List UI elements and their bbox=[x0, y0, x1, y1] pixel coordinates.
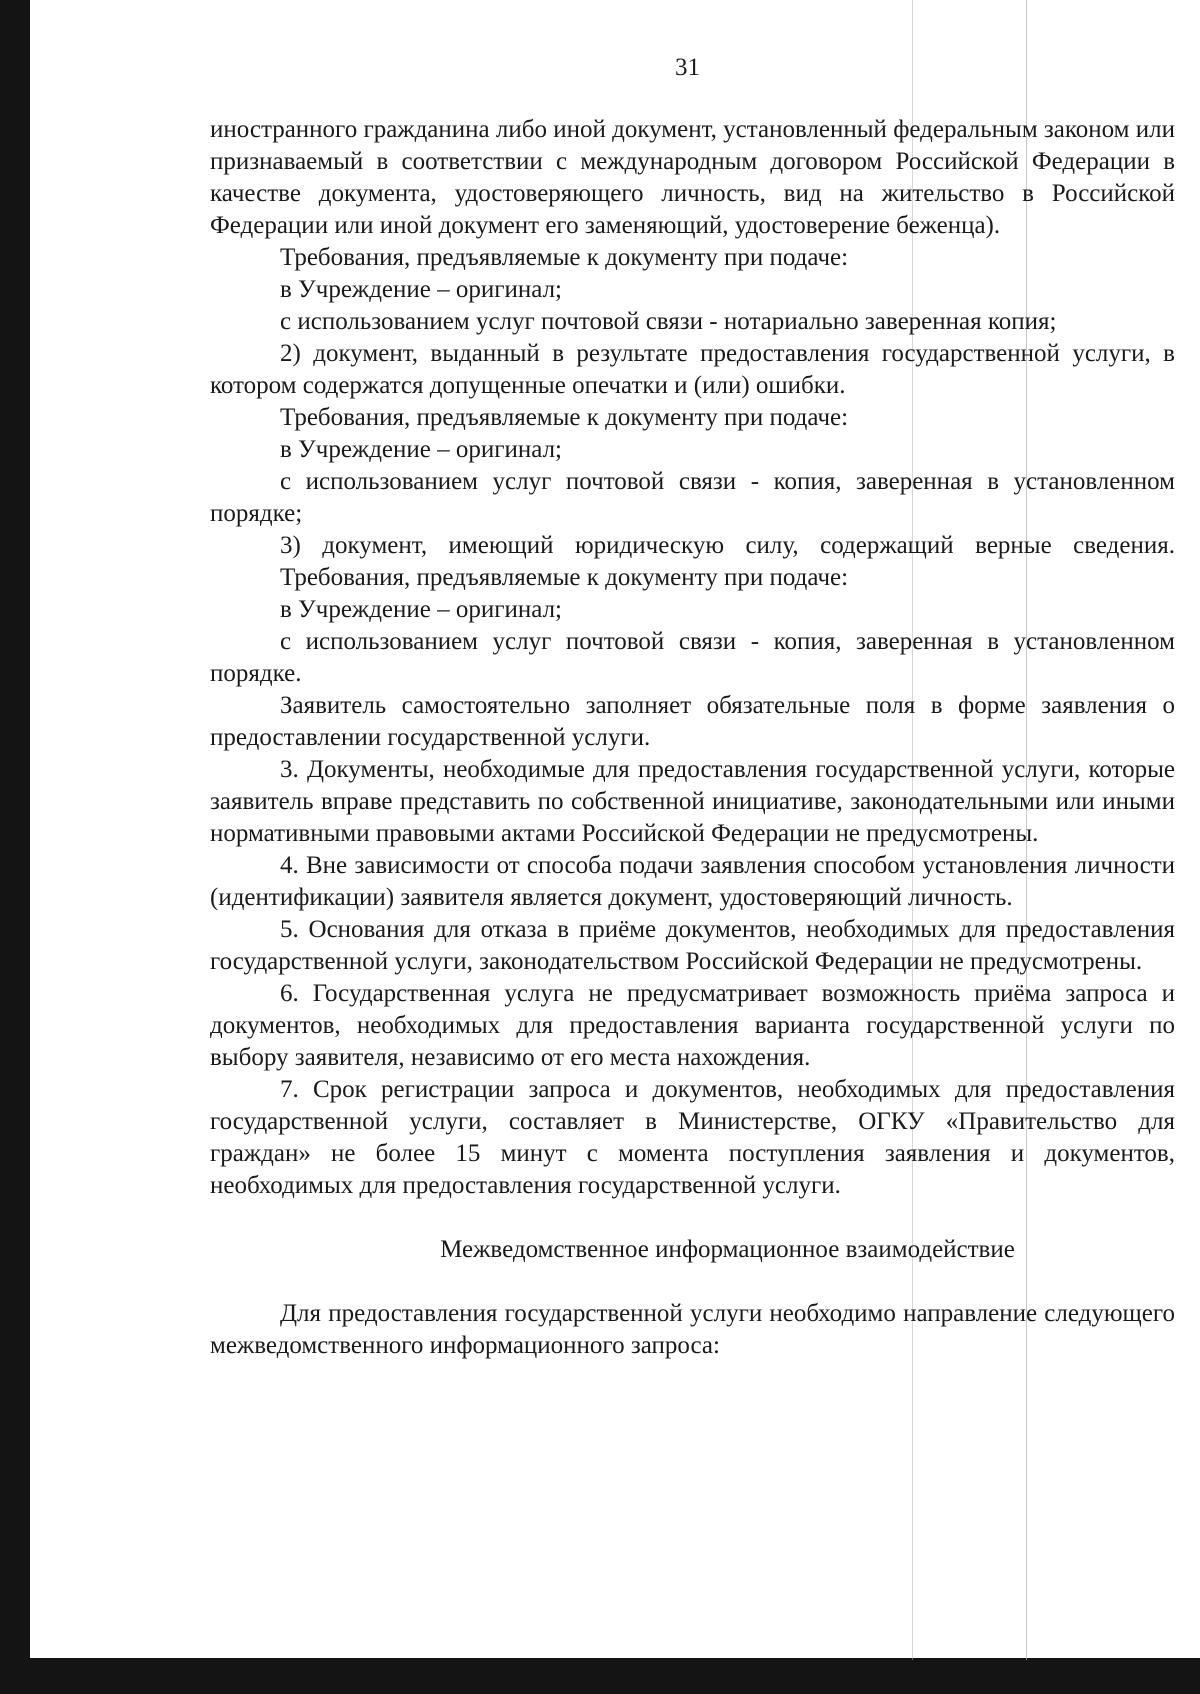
page-number: 31 bbox=[675, 54, 700, 81]
paragraph-in-office: в Учреждение – оригинал; bbox=[280, 436, 562, 463]
paragraph-item-2: 2) документ, выданный в результате предоставления государственной услуги, в котором содержатся допущенные опечатки и (или) ошибки. bbox=[210, 340, 1175, 399]
paragraph-in-office: в Учреждение – оригинал; bbox=[280, 596, 562, 623]
paragraph-in-office: в Учреждение – оригинал; bbox=[280, 276, 562, 303]
paragraph-item-3: 3) документ, имеющий юридическую силу, содержащий верные сведения. bbox=[280, 532, 1175, 559]
paragraph-clause-7: 7. Срок регистрации запроса и документов, необходимых для предоставления государственной услуги, составляет в Министерстве, ОГКУ «Правительство для граждан» не более 15 минут с момента поступления заявления и документов, необходимых для предоставления государственной услуги. bbox=[210, 1076, 1175, 1199]
paragraph-clause-5: 5. Основания для отказа в приёме документов, необходимых для предоставления государственной услуги, законодательством Российской Федерации не предусмотрены. bbox=[210, 916, 1175, 975]
paragraph-by-post: с использованием услуг почтовой связи - копия, заверенная в установленном порядке; bbox=[210, 468, 1175, 527]
paragraph-applicant-fills: Заявитель самостоятельно заполняет обязательные поля в форме заявления о предоставлении государственной услуги. bbox=[210, 692, 1175, 751]
paragraph-by-post: с использованием услуг почтовой связи - копия, заверенная в установленном порядке. bbox=[210, 628, 1175, 687]
paragraph-clause-3: 3. Документы, необходимые для предоставления государственной услуги, которые заявитель вправе представить по собственной инициативе, законодательными или иными нормативными правовыми актами Российской Федерации не предусмотрены. bbox=[210, 756, 1175, 847]
paragraph-continuation: иностранного гражданина либо иной документ, установленный федеральным законом или признаваемый в соответствии с международным договором Российской Федерации в качестве документа, удостоверяющего личность, вид на жительство в Российской Федерации или иной документ его заменяющий, удостоверение беженца). bbox=[210, 116, 1175, 239]
document-body bbox=[210, 114, 1175, 1362]
scan-border-bottom bbox=[0, 1658, 1200, 1694]
paragraph-requirements: Требования, предъявляемые к документу при подаче: bbox=[280, 244, 849, 271]
paragraph-by-post: с использованием услуг почтовой связи - нотариально заверенная копия; bbox=[280, 308, 1057, 335]
paragraph-clause-4: 4. Вне зависимости от способа подачи заявления способом установления личности (идентификации) заявителя является документ, удостоверяющий личность. bbox=[210, 852, 1175, 911]
paragraph-closing: Для предоставления государственной услуги необходимо направление следующего межведомственного информационного запроса: bbox=[210, 1300, 1175, 1359]
scan-border-left bbox=[0, 0, 30, 1694]
paragraph-requirements: Требования, предъявляемые к документу при подаче: bbox=[280, 404, 849, 431]
section-heading: Межведомственное информационное взаимодействие bbox=[440, 1236, 1015, 1263]
paragraph-clause-6: 6. Государственная услуга не предусматривает возможность приёма запроса и документов, необходимых для предоставления варианта государственной услуги по выбору заявителя, независимо от его места нахождения. bbox=[210, 980, 1175, 1071]
paragraph-requirements: Требования, предъявляемые к документу при подаче: bbox=[280, 564, 849, 591]
